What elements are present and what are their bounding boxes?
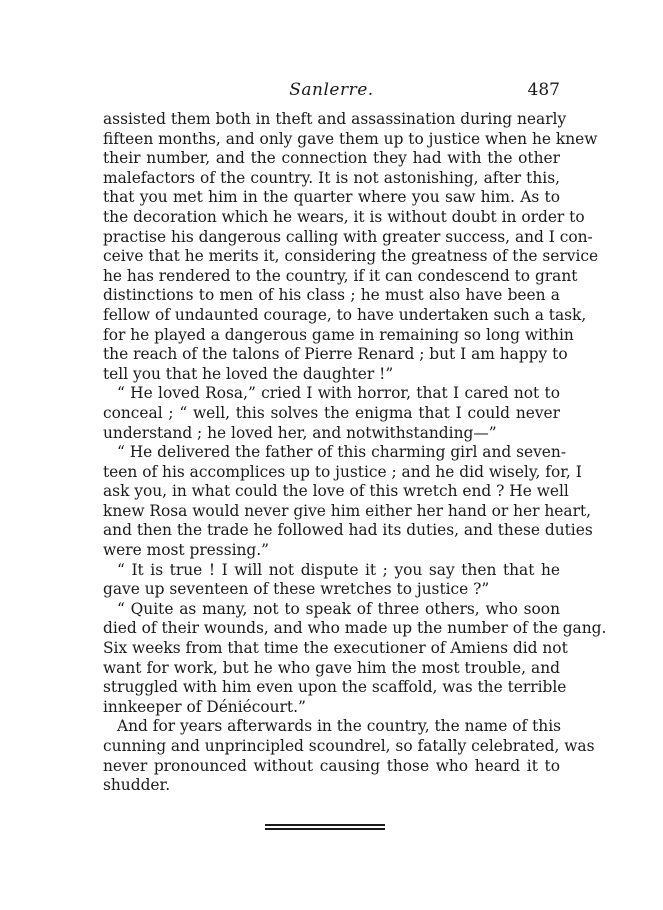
text-line: assisted them both in theft and assassination during nearly: [103, 110, 567, 128]
text-line: distinctions to men of his class ; he must also have been a: [103, 286, 560, 305]
text-line: “ It is true ! I will not dispute it ; you say then that he: [117, 560, 560, 579]
text-line: “ Quite as many, not to speak of three others, who soon: [117, 599, 560, 618]
text-line: the reach of the talons of Pierre Renard ; but I am happy to: [103, 345, 568, 364]
text-line: gave up seventeen of these wretches to justice ?”: [103, 580, 490, 599]
text-line: innkeeper of Déniécourt.”: [103, 697, 306, 716]
text-line: for he played a dangerous game in remaining so long within: [103, 325, 574, 344]
text-line: never pronounced without causing those who heard it to: [103, 756, 560, 775]
text-line: “ He loved Rosa,” cried I with horror, that I cared not to: [117, 384, 560, 403]
running-head: [103, 80, 560, 106]
text-line: tell you that he loved the daughter !”: [103, 364, 394, 383]
text-line: conceal ; “ well, this solves the enigma that I could never: [103, 403, 560, 422]
text-line: struggled with him even upon the scaffold, was the terrible: [103, 678, 567, 697]
text-line: were most pressing.”: [103, 541, 270, 560]
text-line: fellow of undaunted courage, to have undertaken such a task,: [103, 305, 587, 324]
text-line: died of their wounds, and who made up the number of the gang.: [103, 619, 607, 638]
text-line: ask you, in what could the love of this wretch end ? He well: [103, 482, 569, 501]
text-line: And for years afterwards in the country, the name of this: [117, 717, 562, 736]
footer-rule: [265, 824, 385, 832]
text-line: that you met him in the quarter where you saw him. As to: [103, 188, 560, 207]
text-line: malefactors of the country. It is not astonishing, after this,: [103, 168, 560, 187]
text-line: understand ; he loved her, and notwithstanding—”: [103, 423, 497, 442]
text-line: cunning and unprincipled scoundrel, so fatally celebrated, was: [103, 737, 595, 755]
text-line: knew Rosa would never give him either her hand or her heart,: [103, 501, 592, 520]
text-line: shudder.: [103, 776, 171, 795]
text-line: “ He delivered the father of this charming girl and seven-: [117, 443, 567, 462]
running-title: Sanlerre.: [289, 80, 374, 100]
text-line: want for work, but he who gave him the most trouble, and: [103, 658, 560, 677]
text-line: fifteen months, and only gave them up to justice when he knew: [103, 129, 598, 148]
text-line: ceive that he merits it, considering the greatness of the service: [103, 247, 599, 266]
text-line: Six weeks from that time the executioner of Amiens did not: [103, 639, 568, 658]
text-line: and then the trade he followed had its duties, and these duties: [103, 521, 593, 540]
text-line: practise his dangerous calling with greater success, and I con-: [103, 227, 593, 246]
text-line: teen of his accomplices up to justice ; and he did wisely, for, I: [103, 462, 582, 481]
rule-line-top: [265, 824, 385, 826]
page-number: 487: [527, 80, 560, 100]
text-line: the decoration which he wears, it is without doubt in order to: [103, 207, 585, 226]
body-text: [103, 110, 607, 796]
rule-line-bottom: [265, 828, 385, 830]
text-line: their number, and the connection they had with the other: [103, 149, 560, 168]
text-line: he has rendered to the country, if it can condescend to grant: [103, 266, 578, 285]
